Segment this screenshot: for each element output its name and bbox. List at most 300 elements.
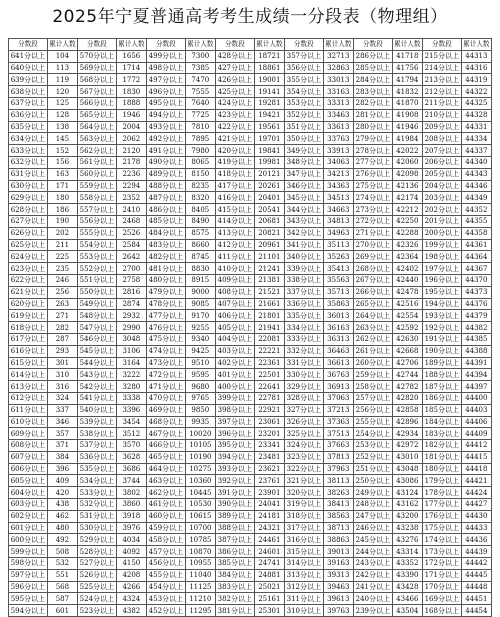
score-cell: 261分以上: [353, 345, 392, 357]
table-row: [9, 156, 492, 168]
score-cell: 612分以上: [9, 392, 48, 404]
table-row: [9, 475, 492, 487]
count-cell: 22641: [254, 381, 284, 393]
score-cell: 263分以上: [353, 322, 392, 334]
count-cell: 44382: [461, 322, 491, 334]
count-cell: 2526: [116, 227, 146, 239]
score-cell: 390分以上: [215, 499, 254, 511]
count-cell: 2294: [116, 180, 146, 192]
score-cell: 328分以上: [284, 392, 323, 404]
score-cell: 418分以上: [215, 168, 254, 180]
count-cell: 42516: [392, 298, 422, 310]
score-cell: 608分以上: [9, 440, 48, 452]
score-cell: 456分以上: [146, 558, 185, 570]
score-cell: 613分以上: [9, 381, 48, 393]
count-cell: 104: [47, 50, 77, 62]
table-row: [9, 605, 492, 617]
count-cell: 42098: [392, 168, 422, 180]
count-cell: 2642: [116, 251, 146, 263]
table-row: [9, 263, 492, 275]
score-cell: 247分以上: [353, 510, 392, 522]
score-cell: 566分以上: [77, 97, 116, 109]
count-cell: 7470: [185, 74, 215, 86]
count-cell: 43390: [392, 569, 422, 581]
score-cell: 479分以上: [146, 286, 185, 298]
count-cell: 33613: [323, 121, 353, 133]
count-cell: 2932: [116, 310, 146, 322]
count-cell: 44370: [461, 274, 491, 286]
count-cell: 20401: [254, 192, 284, 204]
score-cell: 531分以上: [77, 510, 116, 522]
count-cell: 37213: [323, 404, 353, 416]
count-cell: 23201: [254, 428, 284, 440]
score-cell: 334分以上: [284, 322, 323, 334]
score-cell: 344分以上: [284, 204, 323, 216]
count-cell: 235: [47, 263, 77, 275]
count-cell: 22221: [254, 345, 284, 357]
score-cell: 619分以上: [9, 310, 48, 322]
count-cell: 43048: [392, 463, 422, 475]
header-score-range: 分数段: [9, 39, 48, 51]
count-cell: 113: [47, 62, 77, 74]
count-cell: 21801: [254, 310, 284, 322]
count-cell: 36463: [323, 345, 353, 357]
table-row: [9, 286, 492, 298]
score-cell: 341分以上: [284, 239, 323, 251]
count-cell: 8915: [185, 274, 215, 286]
count-cell: 44430: [461, 510, 491, 522]
count-cell: 287: [47, 333, 77, 345]
header-score-range: 分数段: [215, 39, 254, 51]
count-cell: 33013: [323, 74, 353, 86]
score-cell: 204分以上: [422, 180, 461, 192]
count-cell: 20961: [254, 239, 284, 251]
count-cell: 42440: [392, 274, 422, 286]
score-cell: 383分以上: [215, 581, 254, 593]
count-cell: 32713: [323, 50, 353, 62]
count-cell: 38113: [323, 475, 353, 487]
count-cell: 44454: [461, 605, 491, 617]
count-cell: 256: [47, 286, 77, 298]
count-cell: 24181: [254, 510, 284, 522]
score-cell: 386分以上: [215, 546, 254, 558]
count-cell: 42174: [392, 192, 422, 204]
count-cell: 2178: [116, 156, 146, 168]
count-cell: 601: [47, 605, 77, 617]
score-cell: 253分以上: [353, 440, 392, 452]
count-cell: 21661: [254, 298, 284, 310]
table-row: [9, 357, 492, 369]
count-cell: 125: [47, 97, 77, 109]
count-cell: 3280: [116, 381, 146, 393]
count-cell: 3686: [116, 463, 146, 475]
table-body: [9, 50, 492, 616]
count-cell: 43162: [392, 499, 422, 511]
score-cell: 475分以上: [146, 333, 185, 345]
count-cell: 2990: [116, 322, 146, 334]
score-cell: 452分以上: [146, 605, 185, 617]
score-cell: 205分以上: [422, 168, 461, 180]
count-cell: 23761: [254, 475, 284, 487]
score-cell: 470分以上: [146, 392, 185, 404]
score-cell: 318分以上: [284, 510, 323, 522]
score-cell: 265分以上: [353, 298, 392, 310]
score-cell: 413分以上: [215, 227, 254, 239]
count-cell: 8150: [185, 168, 215, 180]
count-cell: 568: [47, 581, 77, 593]
score-cell: 605分以上: [9, 475, 48, 487]
count-cell: 9000: [185, 286, 215, 298]
count-cell: 43466: [392, 593, 422, 605]
score-cell: 419分以上: [215, 156, 254, 168]
count-cell: 42934: [392, 428, 422, 440]
score-cell: 340分以上: [284, 251, 323, 263]
count-cell: 22781: [254, 392, 284, 404]
score-cell: 321分以上: [284, 475, 323, 487]
header-score-range: 分数段: [284, 39, 323, 51]
score-cell: 606分以上: [9, 463, 48, 475]
count-cell: 186: [47, 204, 77, 216]
count-cell: 9850: [185, 404, 215, 416]
count-cell: 42212: [392, 204, 422, 216]
count-cell: 41946: [392, 121, 422, 133]
count-cell: 190: [47, 215, 77, 227]
count-cell: 18861: [254, 62, 284, 74]
score-cell: 350分以上: [284, 133, 323, 145]
count-cell: 39313: [323, 569, 353, 581]
score-cell: 491分以上: [146, 145, 185, 157]
score-cell: 280分以上: [353, 121, 392, 133]
score-cell: 544分以上: [77, 357, 116, 369]
score-cell: 179分以上: [422, 475, 461, 487]
score-cell: 175分以上: [422, 522, 461, 534]
count-cell: 152: [47, 145, 77, 157]
score-cell: 312分以上: [284, 581, 323, 593]
score-cell: 384分以上: [215, 569, 254, 581]
score-cell: 528分以上: [77, 546, 116, 558]
score-cell: 495分以上: [146, 97, 185, 109]
score-cell: 202分以上: [422, 204, 461, 216]
score-cell: 424分以上: [215, 97, 254, 109]
count-cell: 2758: [116, 274, 146, 286]
count-cell: 42060: [392, 156, 422, 168]
count-cell: 316: [47, 381, 77, 393]
count-cell: 9935: [185, 416, 215, 428]
count-cell: 480: [47, 522, 77, 534]
count-cell: 19981: [254, 156, 284, 168]
table-row: [9, 74, 492, 86]
count-cell: 2062: [116, 133, 146, 145]
count-cell: 44343: [461, 168, 491, 180]
count-cell: 44448: [461, 581, 491, 593]
score-cell: 597分以上: [9, 569, 48, 581]
count-cell: 8745: [185, 251, 215, 263]
count-cell: 3106: [116, 345, 146, 357]
count-cell: 11125: [185, 581, 215, 593]
count-cell: 2352: [116, 192, 146, 204]
score-cell: 557分以上: [77, 204, 116, 216]
count-cell: 42250: [392, 215, 422, 227]
score-cell: 497分以上: [146, 74, 185, 86]
count-cell: 3454: [116, 416, 146, 428]
score-cell: 561分以上: [77, 156, 116, 168]
score-cell: 403分以上: [215, 345, 254, 357]
table-row: [9, 522, 492, 534]
count-cell: 22361: [254, 357, 284, 369]
table-row: [9, 546, 492, 558]
count-cell: 1772: [116, 74, 146, 86]
score-cell: 201分以上: [422, 215, 461, 227]
score-cell: 621分以上: [9, 286, 48, 298]
count-cell: 3976: [116, 522, 146, 534]
score-cell: 259分以上: [353, 369, 392, 381]
score-cell: 177分以上: [422, 499, 461, 511]
score-cell: 243分以上: [353, 558, 392, 570]
score-cell: 499分以上: [146, 50, 185, 62]
count-cell: 34963: [323, 227, 353, 239]
count-cell: 310: [47, 369, 77, 381]
score-cell: 343分以上: [284, 215, 323, 227]
score-cell: 184分以上: [422, 416, 461, 428]
score-cell: 393分以上: [215, 463, 254, 475]
count-cell: 2004: [116, 121, 146, 133]
score-cell: 469分以上: [146, 404, 185, 416]
count-cell: 35863: [323, 298, 353, 310]
score-cell: 171分以上: [422, 569, 461, 581]
count-cell: 1714: [116, 62, 146, 74]
score-cell: 567分以上: [77, 86, 116, 98]
count-cell: 4034: [116, 534, 146, 546]
score-cell: 394分以上: [215, 451, 254, 463]
count-cell: 10020: [185, 428, 215, 440]
count-cell: 44364: [461, 251, 491, 263]
score-cell: 610分以上: [9, 416, 48, 428]
count-cell: 180: [47, 192, 77, 204]
score-cell: 535分以上: [77, 463, 116, 475]
table-row: [9, 534, 492, 546]
score-cell: 637分以上: [9, 97, 48, 109]
score-cell: 611分以上: [9, 404, 48, 416]
header-score-range: 分数段: [146, 39, 185, 51]
score-cell: 256分以上: [353, 404, 392, 416]
score-cell: 241分以上: [353, 581, 392, 593]
score-cell: 357分以上: [284, 50, 323, 62]
score-cell: 466分以上: [146, 440, 185, 452]
score-cell: 487分以上: [146, 192, 185, 204]
score-cell: 602分以上: [9, 510, 48, 522]
score-cell: 173分以上: [422, 546, 461, 558]
count-cell: 19001: [254, 74, 284, 86]
count-cell: 9170: [185, 310, 215, 322]
count-cell: 4382: [116, 605, 146, 617]
count-cell: 20261: [254, 180, 284, 192]
count-cell: 37063: [323, 392, 353, 404]
count-cell: 44406: [461, 416, 491, 428]
score-cell: 209分以上: [422, 121, 461, 133]
score-cell: 331分以上: [284, 357, 323, 369]
count-cell: 38413: [323, 499, 353, 511]
count-cell: 120: [47, 86, 77, 98]
score-cell: 266分以上: [353, 286, 392, 298]
score-cell: 254分以上: [353, 428, 392, 440]
count-cell: 23061: [254, 416, 284, 428]
score-cell: 537分以上: [77, 440, 116, 452]
score-cell: 455分以上: [146, 569, 185, 581]
count-cell: 7895: [185, 133, 215, 145]
count-cell: 44334: [461, 133, 491, 145]
table-row: [9, 463, 492, 475]
count-cell: 36313: [323, 333, 353, 345]
header-cumulative-count: 累计人数: [256, 40, 283, 49]
count-cell: 384: [47, 451, 77, 463]
score-cell: 477分以上: [146, 310, 185, 322]
count-cell: 32863: [323, 62, 353, 74]
score-cell: 338分以上: [284, 274, 323, 286]
table-row: [9, 180, 492, 192]
score-cell: 463分以上: [146, 475, 185, 487]
score-cell: 464分以上: [146, 463, 185, 475]
score-cell: 476分以上: [146, 322, 185, 334]
table-row: [9, 274, 492, 286]
score-cell: 538分以上: [77, 428, 116, 440]
score-cell: 284分以上: [353, 74, 392, 86]
score-cell: 337分以上: [284, 286, 323, 298]
header-cumulative-count: 累计人数: [49, 40, 76, 49]
count-cell: 33913: [323, 145, 353, 157]
count-cell: 36763: [323, 369, 353, 381]
count-cell: 44418: [461, 463, 491, 475]
count-cell: 4266: [116, 581, 146, 593]
score-cell: 468分以上: [146, 416, 185, 428]
score-cell: 347分以上: [284, 168, 323, 180]
count-cell: 11210: [185, 593, 215, 605]
table-row: [9, 97, 492, 109]
count-cell: 20121: [254, 168, 284, 180]
count-cell: 7555: [185, 86, 215, 98]
score-cell: 471分以上: [146, 381, 185, 393]
score-cell: 494分以上: [146, 109, 185, 121]
score-cell: 598分以上: [9, 558, 48, 570]
count-cell: 508: [47, 546, 77, 558]
score-cell: 467分以上: [146, 428, 185, 440]
count-cell: 35713: [323, 286, 353, 298]
score-cell: 215分以上: [422, 50, 461, 62]
score-cell: 453分以上: [146, 593, 185, 605]
score-cell: 208分以上: [422, 133, 461, 145]
score-cell: 387分以上: [215, 534, 254, 546]
score-cell: 242分以上: [353, 569, 392, 581]
count-cell: 10955: [185, 558, 215, 570]
score-cell: 473分以上: [146, 357, 185, 369]
count-cell: 42288: [392, 227, 422, 239]
count-cell: 420: [47, 487, 77, 499]
score-cell: 496分以上: [146, 86, 185, 98]
count-cell: 282: [47, 322, 77, 334]
score-cell: 211分以上: [422, 97, 461, 109]
count-cell: 42478: [392, 286, 422, 298]
count-cell: 21941: [254, 322, 284, 334]
table-row: [9, 86, 492, 98]
score-cell: 489分以上: [146, 168, 185, 180]
count-cell: 9085: [185, 298, 215, 310]
count-cell: 25021: [254, 581, 284, 593]
count-cell: 24601: [254, 546, 284, 558]
count-cell: 22081: [254, 333, 284, 345]
score-cell: 192分以上: [422, 322, 461, 334]
count-cell: 42554: [392, 310, 422, 322]
count-cell: 2584: [116, 239, 146, 251]
count-cell: 44319: [461, 74, 491, 86]
score-cell: 332分以上: [284, 345, 323, 357]
count-cell: 10700: [185, 522, 215, 534]
score-cell: 199分以上: [422, 239, 461, 251]
score-cell: 213分以上: [422, 74, 461, 86]
score-cell: 270分以上: [353, 239, 392, 251]
count-cell: 44397: [461, 381, 491, 393]
count-cell: 7300: [185, 50, 215, 62]
count-cell: 44331: [461, 121, 491, 133]
score-cell: 388分以上: [215, 522, 254, 534]
score-cell: 399分以上: [215, 392, 254, 404]
count-cell: 10275: [185, 463, 215, 475]
count-cell: 44361: [461, 239, 491, 251]
score-cell: 329分以上: [284, 381, 323, 393]
score-cell: 335分以上: [284, 310, 323, 322]
count-cell: 34813: [323, 215, 353, 227]
count-cell: 42592: [392, 322, 422, 334]
count-cell: 10870: [185, 546, 215, 558]
score-cell: 457分以上: [146, 546, 185, 558]
score-cell: 548分以上: [77, 310, 116, 322]
score-cell: 485分以上: [146, 215, 185, 227]
score-cell: 200分以上: [422, 227, 461, 239]
count-cell: 19701: [254, 133, 284, 145]
score-cell: 207分以上: [422, 145, 461, 157]
count-cell: 41718: [392, 50, 422, 62]
count-cell: 35563: [323, 274, 353, 286]
count-cell: 42858: [392, 404, 422, 416]
score-table-container: [8, 38, 492, 617]
count-cell: 42326: [392, 239, 422, 251]
score-cell: 542分以上: [77, 381, 116, 393]
score-cell: 326分以上: [284, 416, 323, 428]
score-cell: 638分以上: [9, 86, 48, 98]
count-cell: 211: [47, 239, 77, 251]
count-cell: 38713: [323, 522, 353, 534]
count-cell: 3744: [116, 475, 146, 487]
count-cell: 36163: [323, 322, 353, 334]
table-row: [9, 204, 492, 216]
count-cell: 7725: [185, 109, 215, 121]
score-cell: 251分以上: [353, 463, 392, 475]
count-cell: 44376: [461, 298, 491, 310]
score-cell: 420分以上: [215, 145, 254, 157]
score-cell: 617分以上: [9, 333, 48, 345]
score-cell: 623分以上: [9, 263, 48, 275]
score-cell: 315分以上: [284, 546, 323, 558]
count-cell: 34513: [323, 192, 353, 204]
count-cell: 44337: [461, 145, 491, 157]
count-cell: 37813: [323, 451, 353, 463]
count-cell: 43124: [392, 487, 422, 499]
count-cell: 20681: [254, 215, 284, 227]
score-distribution-table: [8, 38, 492, 617]
score-cell: 596分以上: [9, 581, 48, 593]
score-cell: 272分以上: [353, 215, 392, 227]
score-cell: 405分以上: [215, 322, 254, 334]
count-cell: 44346: [461, 180, 491, 192]
score-cell: 183分以上: [422, 428, 461, 440]
